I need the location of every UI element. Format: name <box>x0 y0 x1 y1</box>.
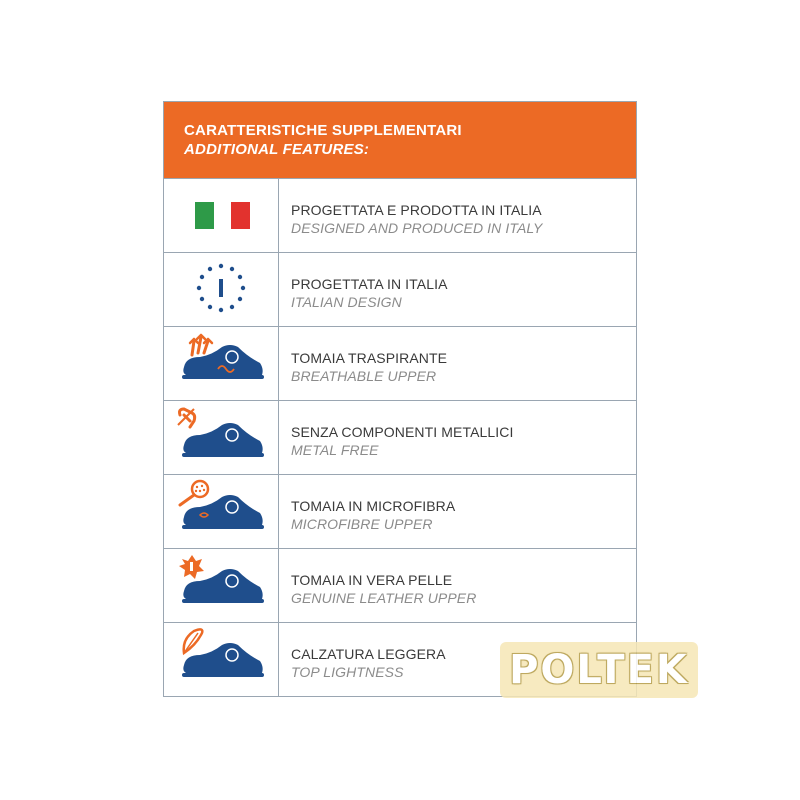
feature-label-it: SENZA COMPONENTI METALLICI <box>291 424 514 440</box>
feature-icon-cell <box>164 475 279 548</box>
feature-label-en: GENUINE LEATHER UPPER <box>291 590 477 606</box>
feature-icon-cell <box>164 179 279 252</box>
features-header <box>164 102 636 178</box>
feature-label-it: PROGETTATA E PRODOTTA IN ITALIA <box>291 202 542 218</box>
feature-label-it: TOMAIA IN MICROFIBRA <box>291 498 456 514</box>
feature-label-it: TOMAIA TRASPIRANTE <box>291 350 448 366</box>
leather-shoe-icon <box>164 549 279 623</box>
breathable-shoe-icon <box>164 327 279 401</box>
watermark-text: POLTEK <box>509 647 689 693</box>
italian-flag-icon <box>164 179 279 253</box>
feature-label-en: TOP LIGHTNESS <box>291 664 404 680</box>
header-title-italian: CARATTERISTICHE SUPPLEMENTARI <box>184 122 462 139</box>
feather-shoe-icon <box>164 623 279 697</box>
poltek-watermark <box>500 642 698 698</box>
microfibre-shoe-icon <box>164 475 279 549</box>
star-circle-i-icon <box>164 253 279 327</box>
features-panel <box>163 101 637 697</box>
feature-row-breathable-upper <box>164 326 636 400</box>
feature-icon-cell <box>164 549 279 622</box>
metal-free-shoe-icon <box>164 401 279 475</box>
feature-label-it: CALZATURA LEGGERA <box>291 646 446 662</box>
feature-row-genuine-leather-upper <box>164 548 636 622</box>
feature-label-it: TOMAIA IN VERA PELLE <box>291 572 453 588</box>
feature-row-italian-design <box>164 252 636 326</box>
feature-icon-cell <box>164 327 279 400</box>
feature-label-en: METAL FREE <box>291 442 379 458</box>
feature-icon-cell <box>164 253 279 326</box>
feature-label-it: PROGETTATA IN ITALIA <box>291 276 448 292</box>
feature-label-en: BREATHABLE UPPER <box>291 368 437 384</box>
header-title-english: ADDITIONAL FEATURES: <box>184 141 370 158</box>
feature-row-microfibre-upper <box>164 474 636 548</box>
feature-row-metal-free <box>164 400 636 474</box>
feature-icon-cell <box>164 401 279 474</box>
feature-label-en: DESIGNED AND PRODUCED IN ITALY <box>291 220 543 236</box>
feature-label-en: MICROFIBRE UPPER <box>291 516 433 532</box>
feature-row-made-in-italy <box>164 178 636 252</box>
feature-label-en: ITALIAN DESIGN <box>291 294 402 310</box>
features-list <box>164 178 636 696</box>
feature-icon-cell <box>164 623 279 696</box>
